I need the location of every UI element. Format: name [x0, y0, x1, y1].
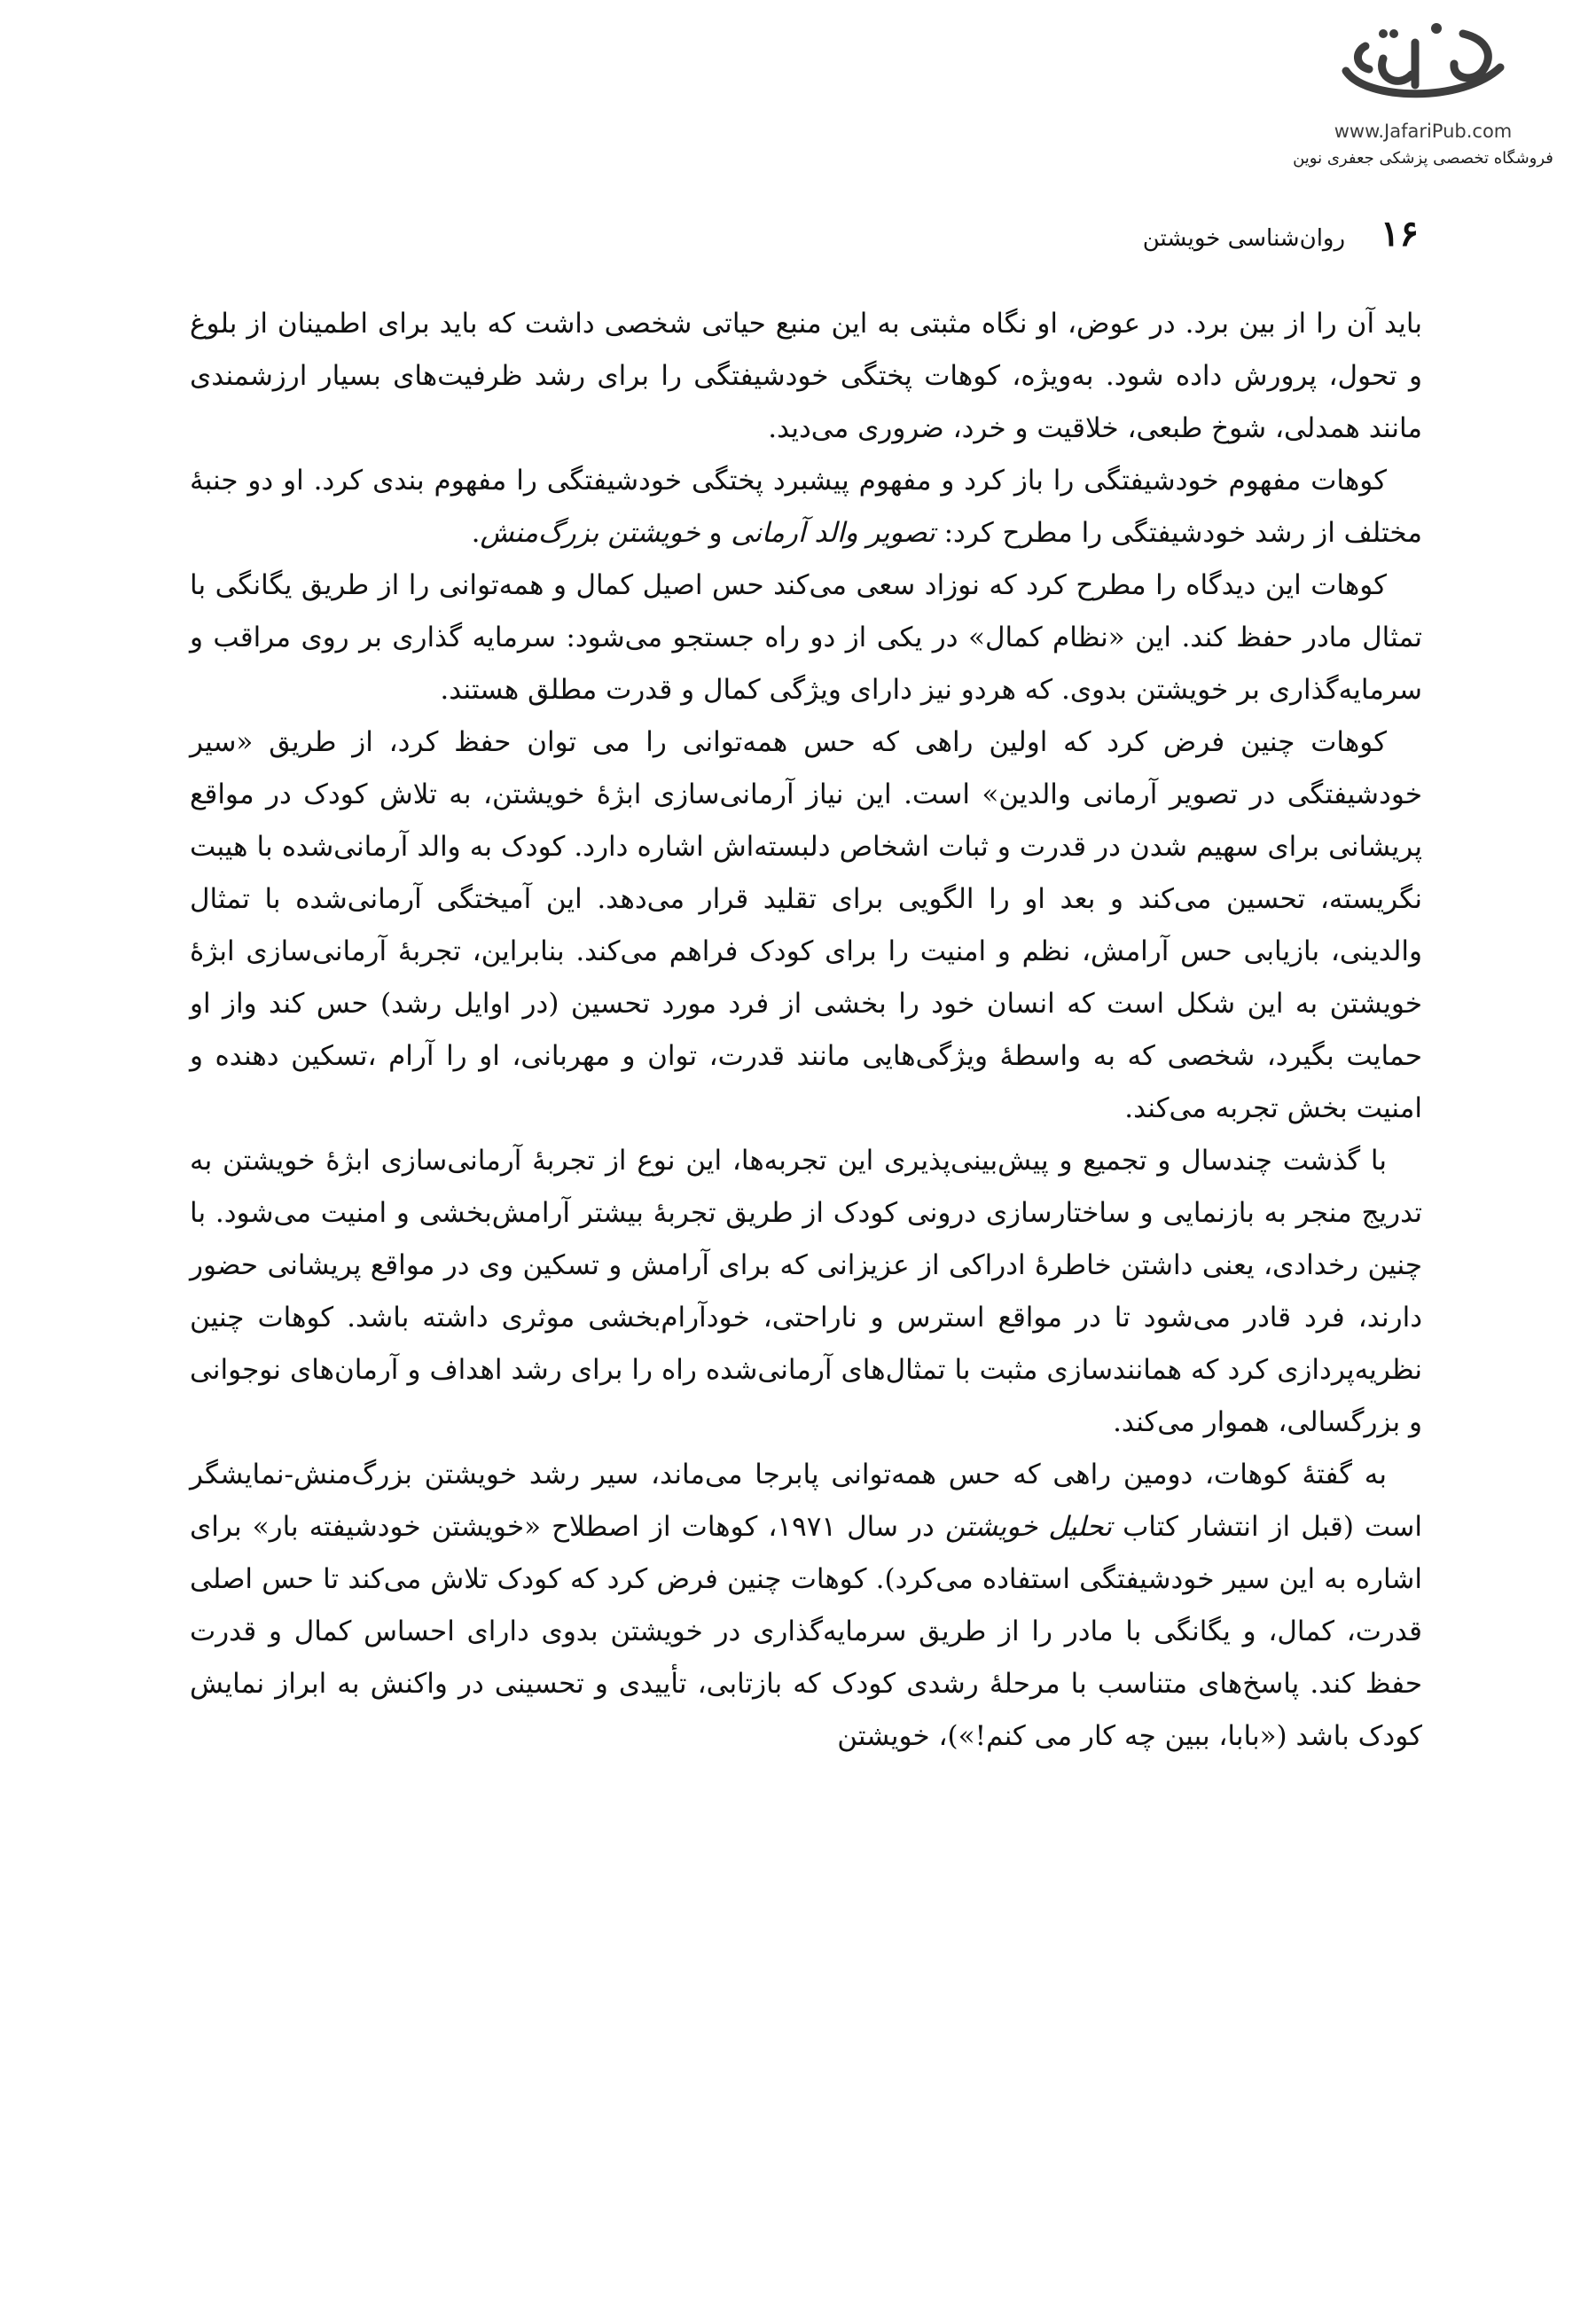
paragraph-4: کوهات چنین فرض کرد که اولین راهی که حس همه‌توانی را می توان حفظ کرد، از طریق «سیر خودشیفتگی در تصویر آرمانی والدین» است. این نیاز آرمانی‌سازی ابژهٔ خویشتن، به تلاش کودک در مواقع پریشانی برای سهیم شدن در قدرت و ثبات اشخاص دلبسته‌اش اشاره دارد. کودک به والد آرمانی‌شده با هیبت نگریسته، تحسین می‌کند و بعد او را الگویی برای تقلید قرار می‌دهد. این آمیختگی آرمانی‌شده با تمثال والدینی، بازیابی حس آرامش، نظم و امنیت را برای کودک فراهم می‌کند. بنابراین، تجربهٔ آرمانی‌سازی ابژهٔ خویشتن به این شکل است که انسان خود را بخشی از فرد مورد تحسین (در اوایل رشد) حس کند واز او حمایت بگیرد، شخصی که به واسطهٔ ویژگی‌هایی مانند قدرت، توان و مهربانی، او را آرام ،تسکین دهنده و امنیت بخش تجربه می‌کند.: [190, 726, 1422, 1124]
paragraph-2-text: کوهات مفهوم خودشیفتگی را باز کرد و مفهوم پیشبرد پختگی خودشیفتگی را مفهوم بندی کرد. او دو جنبهٔ مختلف از رشد خودشیفتگی را مطرح کرد:: [190, 465, 1422, 549]
publisher-logo-mark: [1330, 16, 1516, 122]
paragraph-6: [190, 1449, 1422, 1763]
paragraph-2: [190, 455, 1422, 559]
paragraph-6-rest: در سال ۱۹۷۱، کوهات از اصطلاح «خویشتن خودشیفته بار» برای اشاره به این سیر خودشیفتگی استفاده می‌کرد). کوهات چنین فرض کرد که کودک تلاش می‌کند تا حس اصلی قدرت، کمال، و یگانگی با مادر را از طریق سرمایه‌گذاری در خویشتن بدوی دارای احساس کمال و قدرت حفظ کند. پاسخ‌های متناسب با مرحلهٔ رشدی کودک که بازتابی، تأییدی و تحسینی در واکنش به ابراز نمایش کودک باشد («بابا، ببین چه کار می کنم!»)، خویشتن: [190, 1511, 1422, 1752]
paragraph-1: باید آن را از بین برد. در عوض، او نگاه مثبتی به این منبع حیاتی شخصی داشت که باید برای اطمینان از بلوغ و تحول، پرورش داده شود. به‌ویژه، کوهات پختگی خودشیفتگی را برای رشد ظرفیت‌های بسیار ارزشمندی مانند همدلی، شوخ طبعی، خلاقیت و خرد، ضروری می‌دید.: [190, 308, 1422, 444]
book-title-analysis-of-the-self: تحلیل خویشتن: [944, 1511, 1113, 1543]
paragraph-5: با گذشت چندسال و تجمیع و پیش‌بینی‌پذیری این تجربه‌ها، این نوع از تجربهٔ آرمانی‌سازی ابژهٔ خویشتن به تدریج منجر به بازنمایی و ساختارسازی درونی کودک از طریق تجربهٔ بیشتر آرامش‌بخشی و امنیت می‌شود. با چنین رخدادی، یعنی داشتن خاطرهٔ ادراکی از عزیزانی که برای آرامش و تسکین وی در مواقع پریشانی حضور دارند، فرد قادر می‌شود تا در مواقع استرس و ناراحتی، خودآرام‌بخشی موثری داشته باشد. کوهات چنین نظریه‌پردازی کرد که همانندسازی مثبت با تمثال‌های آرمانی‌شده راه را برای رشد اهداف و آرمان‌های نوجوانی و بزرگسالی، هموار می‌کند.: [190, 1145, 1422, 1438]
publisher-url: www.JafariPub.com: [1334, 121, 1513, 142]
page-number: ۱۶: [1381, 213, 1419, 254]
paragraph-2-end: .: [471, 517, 481, 549]
publisher-logo: [1277, 16, 1569, 171]
paragraph-3: کوهات این دیدگاه را مطرح کرد که نوزاد سعی می‌کند حس اصیل کمال و همه‌توانی را از طریق یگانگی با تمثال مادر حفظ کند. این «نظام کمال» در یکی از دو راه جستجو می‌شود: سرمایه گذاری بر روی مراقب و سرمایه‌گذاری بر خویشتن بدوی. که هردو نیز دارای ویژگی کمال و قدرت مطلق هستند.: [190, 569, 1422, 706]
running-header: [1143, 213, 1419, 254]
term-grandiose-self: خویشتن بزرگ‌منش: [480, 517, 700, 549]
paragraph-2-conjunction: و: [708, 517, 723, 549]
term-idealized-parent-imago: تصویر والد آرمانی: [731, 517, 935, 549]
running-title: روان‌شناسی خویشتن: [1142, 225, 1346, 252]
body-text: [190, 298, 1422, 1763]
paragraph-6-text: به گفتهٔ کوهات، دومین راهی که حس همه‌توانی پابرجا می‌ماند، سیر رشد خویشتن بزرگ‌منش-نمایشگر است (قبل از انتشار کتاب: [190, 1459, 1423, 1543]
publisher-tagline: فروشگاه تخصصی پزشکی جعفری نوین: [1293, 149, 1553, 168]
